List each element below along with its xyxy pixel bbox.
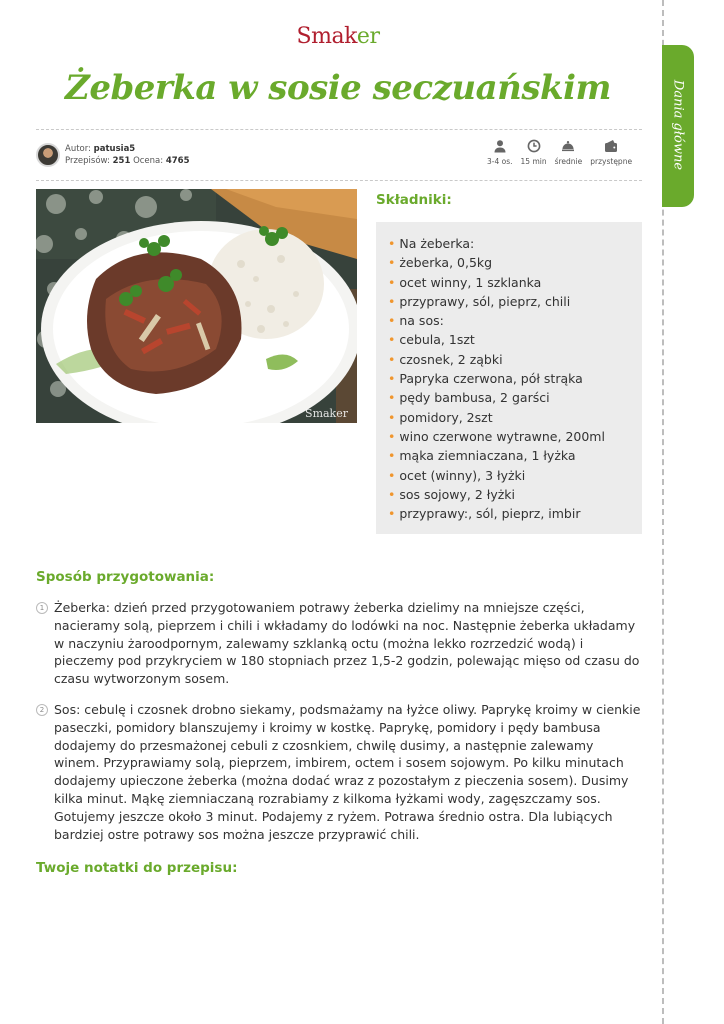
ingredients-box xyxy=(376,222,642,534)
step-number-label: 1 xyxy=(36,602,48,614)
ingredient-item: • mąka ziemniaczana, 1 łyżka xyxy=(388,446,642,465)
divider-top xyxy=(36,129,642,130)
ingredient-item: • na sos: xyxy=(388,311,642,330)
meta-time xyxy=(517,139,551,166)
rating-label: Ocena: xyxy=(133,156,164,166)
difficulty-label: średnie xyxy=(554,157,583,166)
preparation-step xyxy=(36,599,642,688)
ingredient-item: • przyprawy, sól, pieprz, chili xyxy=(388,292,642,311)
notes-heading: Twoje notatki do przepisu: xyxy=(36,860,238,876)
meta-cost xyxy=(586,139,636,166)
ingredient-item: • przyprawy:, sól, pieprz, imbir xyxy=(388,504,642,523)
ingredients-heading: Składniki: xyxy=(376,192,452,208)
preparation-heading: Sposób przygotowania: xyxy=(36,569,215,585)
category-label: Dania główne xyxy=(670,79,686,171)
clock-icon xyxy=(527,139,541,153)
author-info xyxy=(65,143,190,167)
person-icon xyxy=(493,139,507,153)
logo-text-part2: er xyxy=(356,24,380,49)
cost-label: przystępne xyxy=(590,157,633,166)
avatar xyxy=(36,143,60,167)
recipe-meta xyxy=(483,139,636,166)
preparation-step xyxy=(36,701,642,843)
step-number xyxy=(36,704,54,716)
step-text: Żeberka: dzień przed przygotowaniem potrawy żeberka dzielimy na mniejsze części, nacieramy solą, pieprzem i chili i wkładamy do lodówki na noc. Następnie żeberka układamy w naczyniu żaroodpornym, zalewamy szklanką octu (można lekko rozrzedzić wodą) i pieczemy pod przykryciem w 180 stopniach przez 1,5-2 godzin, polewając mięso od czasu do czasu wytworzonym sosem. xyxy=(54,600,640,687)
ingredient-item: • cebula, 1szt xyxy=(388,330,642,349)
category-tab xyxy=(662,45,694,207)
recipe-photo xyxy=(36,189,357,423)
step-number-label: 2 xyxy=(36,704,48,716)
brand-logo xyxy=(0,24,676,49)
ingredient-item: • Papryka czerwona, pół strąka xyxy=(388,369,642,388)
author-name: patusia5 xyxy=(93,144,136,154)
ingredient-item: • pomidory, 2szt xyxy=(388,408,642,427)
photo-watermark: Smaker xyxy=(305,407,348,420)
meta-servings xyxy=(483,139,517,166)
divider-bottom xyxy=(36,180,642,181)
step-number xyxy=(36,602,54,614)
author-label: Autor: xyxy=(65,144,91,154)
ingredient-item: • żeberka, 0,5kg xyxy=(388,253,642,272)
author-block xyxy=(36,143,190,167)
recipe-title: Żeberka w sosie seczuańskim xyxy=(65,68,611,108)
recipes-count: 251 xyxy=(112,156,131,166)
logo-text-part1: Smak xyxy=(296,24,357,49)
recipes-label: Przepisów: xyxy=(65,156,110,166)
time-label: 15 min xyxy=(520,157,547,166)
ingredient-item: • pędy bambusa, 2 garści xyxy=(388,388,642,407)
rating-value: 4765 xyxy=(165,156,190,166)
ingredient-item: • sos sojowy, 2 łyżki xyxy=(388,485,642,504)
ingredient-item: • ocet winny, 1 szklanka xyxy=(388,273,642,292)
wallet-icon xyxy=(604,139,618,153)
ingredient-item: • czosnek, 2 ząbki xyxy=(388,350,642,369)
step-text: Sos: cebulę i czosnek drobno siekamy, podsmażamy na łyżce oliwy. Paprykę kroimy w cienkie paseczki, pomidory blanszujemy i kroimy w kostkę. Paprykę, pomidory i pędy bambusa dodajemy do przesmażonej cebuli z czosnkiem, chwilę dusimy, a następnie zalewamy winem. Przyprawiamy solą, pieprzem, imbirem, octem i sosem sojowym. Po kilku minutach dodajemy upieczone żeberka (można dodać wraz z pozostałym z pieczenia sosem). Dusimy kilka minut. Mąkę ziemniaczaną rozrabiamy z kilkoma łyżkami wody, zagęszczamy sos. Gotujemy jeszcze około 3 minut. Podajemy z ryżem. Potrawa średnio ostra. Dla lubiących bardziej ostre potrawy sos można jeszcze przyprawić chili. xyxy=(54,702,641,842)
difficulty-icon xyxy=(561,139,575,153)
meta-difficulty xyxy=(551,139,587,166)
servings-label: 3-4 os. xyxy=(487,157,513,166)
ingredients-list xyxy=(388,234,642,523)
ingredient-item: • ocet (winny), 3 łyżki xyxy=(388,466,642,485)
ingredient-item: • wino czerwone wytrawne, 200ml xyxy=(388,427,642,446)
ingredient-item: • Na żeberka: xyxy=(388,234,642,253)
